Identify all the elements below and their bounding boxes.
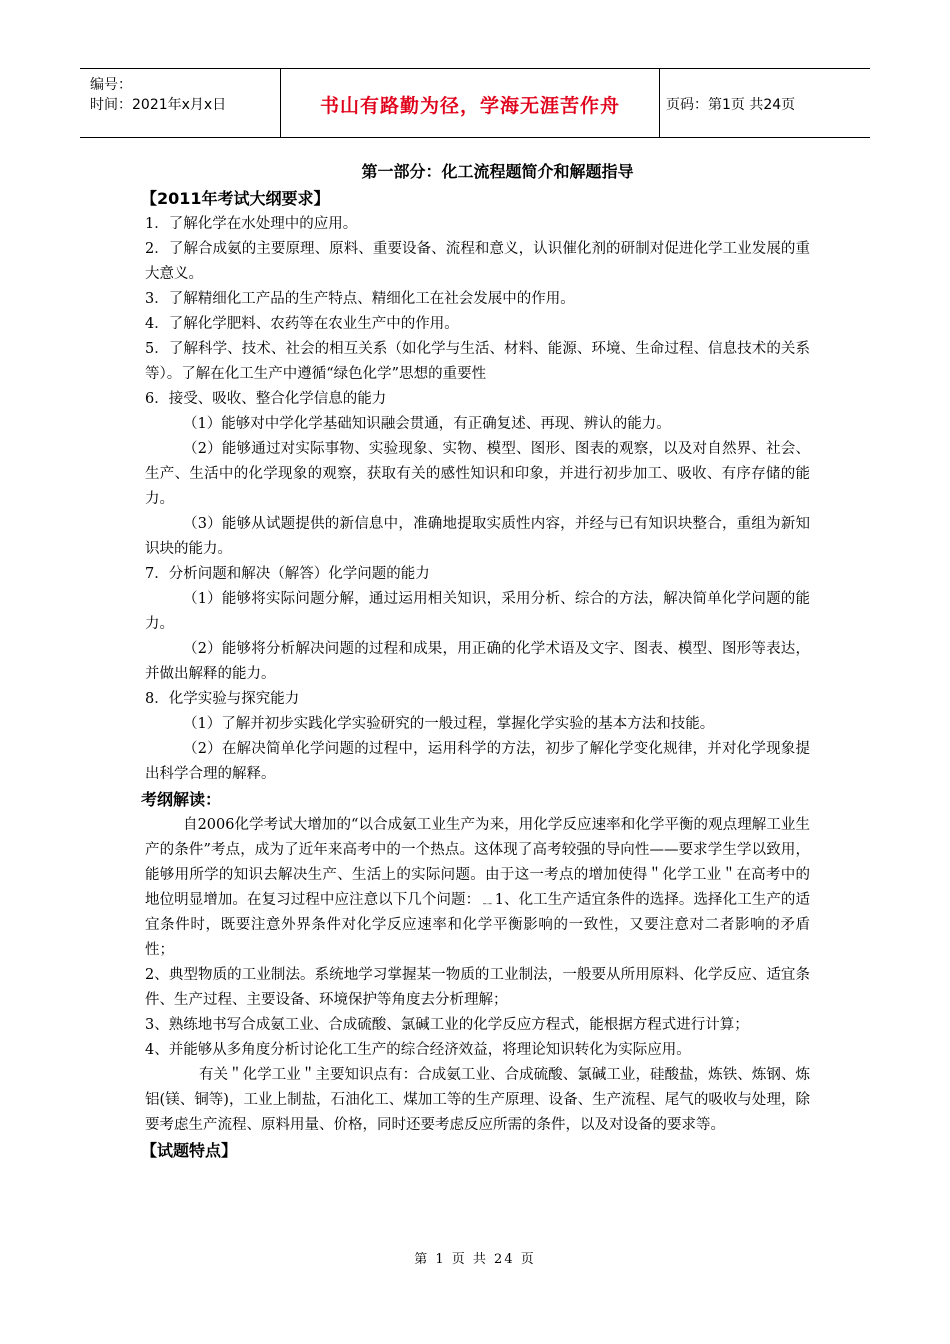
paragraph: 7．分析问题和解决（解答）化学问题的能力 [145,566,430,582]
paragraph: 5．了解科学、技术、社会的相互关系（如化学与生活、材料、能源、环境、生命过程、信息技术的关系等）。了解在化工生产中遵循“绿色化学”思想的重要性 [145,341,810,382]
paragraph: 2、典型物质的工业制法。系统地学习掌握某一物质的工业制法，一般要从所用原料、化学反应、适宜条件、生产过程、主要设备、环境保护等角度去分析理解； [145,967,810,1008]
paragraph: 8．化学实验与探究能力 [145,691,300,707]
paragraph: 2．了解合成氨的主要原理、原料、重要设备、流程和意义，认识催化剂的研制对促进化学工业发展的重大意义。 [145,241,810,282]
page-number-label: 页码：第1页 共24页 [666,97,796,113]
paragraph: （1）了解并初步实践化学实验研究的一般过程，掌握化学实验的基本方法和技能。 [183,716,715,732]
paragraph: 有关＂化学工业＂主要知识点有：合成氨工业、合成硫酸、氯碱工业，硅酸盐，炼铁、炼钢、炼铝(镁、铜等)，工业上制盐，石油化工、煤加工等的生产原理、设备、生产流程、尾气的吸收与处理，除要考虑生产流程、原料用量、价格，同时还要考虑反应所需的条件，以及对设备的要求等。 [145,1067,810,1133]
header-motto-cell [280,69,660,137]
paragraph: （2）能够将分析解决问题的过程和成果，用正确的化学术语及文字、图表、模型、图形等表达，并做出解释的能力。 [145,641,810,682]
paragraph: （1）能够对中学化学基础知识融会贯通，有正确复述、再现、辨认的能力。 [183,416,671,432]
paragraph: 自2006化学考试大增加的“以合成氨工业生产为来，用化学反应速率和化学平衡的观点理解工业生产的条件”考点，成为了近年来高考中的一个热点。这体现了高考较强的导向性——要求学生学以致用，能够用所学的知识去解决生产、生活上的实际问题。由于这一考点的增加使得＂化学工业＂在高考中的地位明显增加。在复习过程中应注意以下几个问题：﹎1、化工生产适宜条件的选择。选择化工生产的适宜条件时，既要注意外界条件对化学反应速率和化学平衡影响的一致性，又要注意对二者影响的矛盾性； [145,817,810,958]
paragraph: 6．接受、吸收、整合化学信息的能力 [145,391,387,407]
paragraph: 1．了解化学在水处理中的应用。 [145,216,358,232]
paragraph: （2）能够通过对实际事物、实验现象、实物、模型、图形、图表的观察，以及对自然界、社会、生产、生活中的化学现象的观察，获取有关的感性知识和印象，并进行初步加工、吸收、有序存储的能力。 [145,441,810,507]
paragraph: 4、并能够从多角度分析讨论化工生产的综合经济效益，将理论知识转化为实际应用。 [145,1042,691,1058]
paragraph: 3、熟练地书写合成氨工业、合成硫酸、氯碱工业的化学反应方程式，能根据方程式进行计算； [145,1017,749,1033]
motto: 书山有路勤为径，学海无涯苦作舟 [319,95,620,117]
header-meta [80,69,280,137]
section-heading-interpretation: 考纲解读： [141,790,222,809]
paragraph: 3．了解精细化工产品的生产特点、精细化工在社会发展中的作用。 [145,291,575,307]
section-heading-syllabus: 【2011年考试大纲要求】 [141,189,330,208]
page-title: 第一部分：化工流程题简介和解题指导 [361,162,634,181]
paragraph: 4．了解化学肥料、农药等在农业生产中的作用。 [145,316,459,332]
date-label: 时间：2021年x月x日 [90,97,227,113]
serial-number-label: 编号： [90,77,132,93]
document-body [141,158,810,1164]
paragraph: （1）能够将实际问题分解，通过运用相关知识，采用分析、综合的方法，解决简单化学问题的能力。 [145,591,810,632]
paragraph: （2）在解决简单化学问题的过程中，运用科学的方法，初步了解化学变化规律，并对化学现象提出科学合理的解释。 [145,741,810,782]
paragraph: （3）能够从试题提供的新信息中，准确地提取实质性内容，并经与已有知识块整合，重组为新知识块的能力。 [145,516,810,557]
document-header [80,68,870,138]
page-footer: 第 1 页 共 24 页 [414,1252,536,1267]
section-heading-features: 【试题特点】 [141,1141,238,1160]
